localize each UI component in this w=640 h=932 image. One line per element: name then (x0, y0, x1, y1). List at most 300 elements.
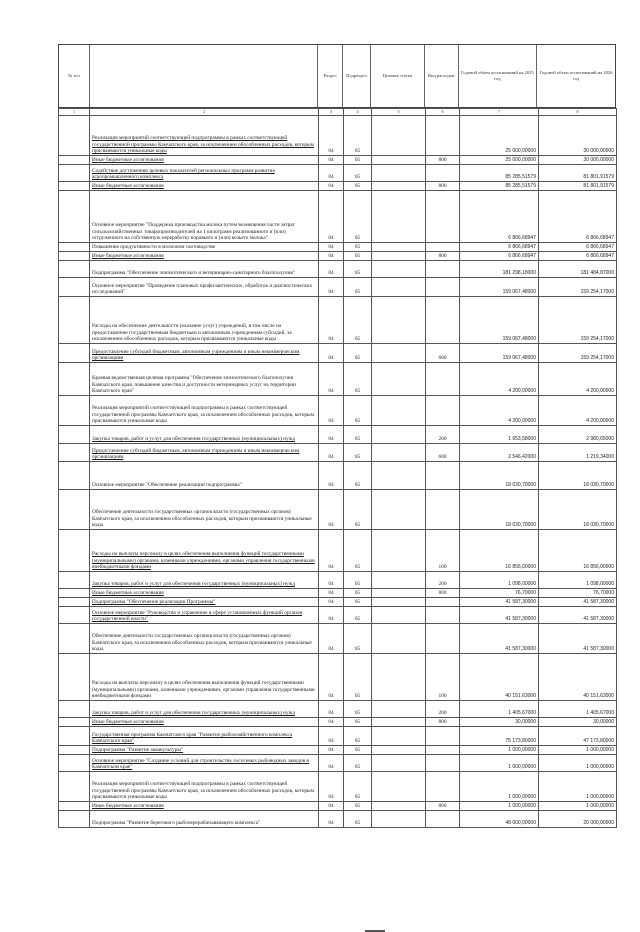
table-row (59, 426, 617, 444)
row-name: Основное мероприятие "Руководство и управление в сфере установленных функций органов государственной власти" (90, 607, 319, 624)
row-number (59, 718, 90, 727)
row-name: Основное мероприятие "Создание условий для строительства лососевых рыбоводных заводов в Камчатском крае" (90, 755, 319, 772)
row-vr: 100 (426, 530, 460, 572)
row-name: Закупка товаров, работ и услуг для обеспечения государственных (муниципальных) нужд (90, 426, 319, 444)
row-csr (372, 344, 426, 363)
header-podrazdel: Подраздел (343, 45, 371, 107)
row-vr (426, 624, 460, 654)
row-number (59, 363, 90, 396)
row-name: Реализация мероприятий соответствующей подпрограммы в рамках соответствующей государственной программы Камчатского края, за исключением обособленных расходов, которым присваиваются уникальные коды (90, 116, 319, 156)
row-name: Обеспечение деятельности государственных органов власти (государственных органов) Камчатского края, за исключением обособленных расходов, которым присваиваются уникальные коды. (90, 624, 319, 654)
column-number: 6 (426, 109, 460, 116)
table-row (59, 718, 617, 727)
row-amount-2025: 85 285,51579 (460, 182, 539, 191)
row-vr: 800 (426, 156, 460, 165)
row-amount-2026: 1 405,67000 (539, 701, 617, 718)
row-amount-2026: 1 219,34000 (539, 444, 617, 462)
row-amount-2026: 159 254,17000 (539, 344, 617, 363)
row-number (59, 243, 90, 252)
row-amount-2026: 4 200,00000 (539, 396, 617, 426)
row-name: Расходы на выплаты персоналу в целях обеспечения выполнения функций государственными (муниципальными) органами, казенными учреждениями, органами управления государственными внебюджетными фондами (90, 654, 319, 701)
row-razdel: 04 (319, 772, 344, 802)
row-podrazdel: 05 (344, 802, 372, 811)
row-podrazdel: 05 (344, 261, 372, 278)
row-csr (372, 426, 426, 444)
row-name: Закупка товаров, работ и услуг для обеспечения государственных (муниципальных) нужд (90, 701, 319, 718)
row-amount-2025: 48 000,00000 (460, 811, 539, 828)
table-row (59, 589, 617, 598)
row-vr: 200 (426, 572, 460, 589)
row-podrazdel: 05 (344, 444, 372, 462)
row-csr (372, 530, 426, 572)
header-razdel: Раздел (318, 45, 343, 107)
row-name: Иные бюджетные ассигнования (90, 252, 319, 261)
row-name: Государственная программа Камчатского края "Развитие рыбохозяйственного комплекса Камчатского края" (90, 727, 319, 746)
table-row (59, 252, 617, 261)
row-razdel: 04 (319, 444, 344, 462)
row-razdel: 04 (319, 572, 344, 589)
row-razdel: 04 (319, 243, 344, 252)
row-amount-2025: 6 866,68947 (460, 252, 539, 261)
row-vr: 800 (426, 589, 460, 598)
row-podrazdel: 05 (344, 462, 372, 490)
row-number (59, 297, 90, 344)
row-number (59, 444, 90, 462)
table-header (58, 44, 616, 108)
row-podrazdel: 05 (344, 363, 372, 396)
row-csr (372, 297, 426, 344)
row-name: Закупка товаров, работ и услуг для обеспечения государственных (муниципальных) нужд (90, 572, 319, 589)
row-podrazdel: 05 (344, 607, 372, 624)
budget-sheet (58, 44, 618, 894)
row-amount-2025: 1 000,00000 (460, 772, 539, 802)
row-number (59, 344, 90, 363)
row-amount-2025: 41 587,30000 (460, 607, 539, 624)
row-name: Содействие достижению целевых показателей региональных программ развития агропромышленного комплекса (90, 165, 319, 182)
row-number (59, 701, 90, 718)
row-amount-2025: 1 000,00000 (460, 746, 539, 755)
row-vr: 100 (426, 654, 460, 701)
row-amount-2025: 40 151,63000 (460, 654, 539, 701)
row-vr (426, 116, 460, 156)
budget-table (58, 108, 617, 828)
table-row (59, 191, 617, 243)
row-podrazdel: 05 (344, 755, 372, 772)
row-podrazdel: 05 (344, 530, 372, 572)
row-amount-2026: 41 587,30000 (539, 598, 617, 607)
row-amount-2026: 81 801,91579 (539, 165, 617, 182)
row-amount-2026: 81 801,91579 (539, 182, 617, 191)
row-amount-2026: 6 866,68947 (539, 191, 617, 243)
row-csr (372, 261, 426, 278)
row-vr: 600 (426, 444, 460, 462)
row-amount-2025: 75 173,80000 (460, 727, 539, 746)
row-razdel: 04 (319, 363, 344, 396)
row-amount-2026: 41 587,30000 (539, 624, 617, 654)
row-razdel: 04 (319, 261, 344, 278)
row-number (59, 116, 90, 156)
row-name: Иные бюджетные ассигнования (90, 589, 319, 598)
row-podrazdel: 05 (344, 182, 372, 191)
row-amount-2026: 1 000,00000 (539, 772, 617, 802)
table-row (59, 278, 617, 297)
table-row (59, 490, 617, 530)
row-razdel: 04 (319, 165, 344, 182)
row-amount-2026: 159 254,17000 (539, 278, 617, 297)
row-razdel: 04 (319, 654, 344, 701)
row-razdel: 04 (319, 182, 344, 191)
row-razdel: 04 (319, 746, 344, 755)
table-row (59, 444, 617, 462)
row-razdel: 04 (319, 191, 344, 243)
row-csr (372, 811, 426, 828)
row-amount-2025: 76,70000 (460, 589, 539, 598)
row-number (59, 490, 90, 530)
row-csr (372, 607, 426, 624)
row-vr (426, 297, 460, 344)
row-name: Иные бюджетные ассигнования (90, 182, 319, 191)
row-csr (372, 772, 426, 802)
row-podrazdel: 05 (344, 654, 372, 701)
row-name: Реализация мероприятий соответствующей подпрограммы в рамках соответствующей государственной программы Камчатского края, за исключением обособленных расходов, которым присваиваются уникальные коды (90, 396, 319, 426)
row-vr (426, 598, 460, 607)
row-name: Иные бюджетные ассигнования (90, 156, 319, 165)
row-razdel: 04 (319, 490, 344, 530)
column-number: 4 (344, 109, 372, 116)
row-amount-2026: 1 000,00000 (539, 802, 617, 811)
row-number (59, 261, 90, 278)
row-razdel: 04 (319, 607, 344, 624)
row-podrazdel: 05 (344, 156, 372, 165)
row-amount-2026: 41 587,30000 (539, 607, 617, 624)
row-podrazdel: 05 (344, 598, 372, 607)
row-number (59, 589, 90, 598)
row-number (59, 746, 90, 755)
row-amount-2025: 4 200,00000 (460, 396, 539, 426)
row-amount-2026: 18 030,70000 (539, 462, 617, 490)
table-row (59, 297, 617, 344)
row-vr (426, 462, 460, 490)
table-row (59, 344, 617, 363)
table-row (59, 727, 617, 746)
row-razdel: 04 (319, 297, 344, 344)
row-podrazdel: 05 (344, 718, 372, 727)
row-vr (426, 278, 460, 297)
row-csr (372, 572, 426, 589)
row-podrazdel: 05 (344, 252, 372, 261)
row-vr (426, 746, 460, 755)
row-podrazdel: 05 (344, 772, 372, 802)
row-vr (426, 165, 460, 182)
row-number (59, 624, 90, 654)
header-vr: Вид расходов (425, 45, 459, 107)
row-podrazdel: 05 (344, 396, 372, 426)
row-podrazdel: 05 (344, 297, 372, 344)
row-razdel: 04 (319, 589, 344, 598)
row-name: Основное мероприятие "Обеспечение реализации подпрограммы" (90, 462, 319, 490)
row-name: Основное мероприятие "Проведение плановых профилактических, обработок и диагностических исследований" (90, 278, 319, 297)
row-number (59, 811, 90, 828)
row-number (59, 607, 90, 624)
row-amount-2026: 40 151,63000 (539, 654, 617, 701)
row-vr (426, 396, 460, 426)
table-row (59, 598, 617, 607)
row-csr (372, 363, 426, 396)
row-number (59, 802, 90, 811)
row-csr (372, 191, 426, 243)
row-podrazdel: 05 (344, 811, 372, 828)
row-name: Подпрограмма "Развитие берегового рыбоперерабатывающего комплекса" (90, 811, 319, 828)
row-razdel: 04 (319, 802, 344, 811)
row-razdel: 04 (319, 530, 344, 572)
row-amount-2025: 4 200,00000 (460, 363, 539, 396)
table-row (59, 182, 617, 191)
row-csr (372, 624, 426, 654)
row-number (59, 182, 90, 191)
row-razdel: 04 (319, 727, 344, 746)
row-amount-2025: 159 067,48000 (460, 344, 539, 363)
row-razdel: 04 (319, 156, 344, 165)
row-podrazdel: 05 (344, 746, 372, 755)
row-amount-2026: 30 000,00000 (539, 116, 617, 156)
row-name: Предоставление субсидий бюджетным, автономным учреждениям и иным некоммерческим организациям (90, 444, 319, 462)
row-number (59, 654, 90, 701)
row-csr (372, 396, 426, 426)
row-razdel: 04 (319, 701, 344, 718)
row-vr: 200 (426, 426, 460, 444)
row-vr (426, 261, 460, 278)
table-row (59, 572, 617, 589)
row-amount-2025: 1 000,00000 (460, 802, 539, 811)
header-no: № п/п (59, 45, 90, 107)
row-vr: 800 (426, 182, 460, 191)
table-row (59, 607, 617, 624)
row-amount-2025: 41 587,30000 (460, 598, 539, 607)
row-razdel: 04 (319, 116, 344, 156)
row-csr (372, 755, 426, 772)
row-vr (426, 607, 460, 624)
header-y2025: Годовой объем ассигнований на 2025 год (459, 45, 538, 107)
table-row (59, 701, 617, 718)
row-vr (426, 243, 460, 252)
row-name: Реализация мероприятий соответствующей подпрограммы в рамках соответствующей государственной программы Камчатского края, за исключением обособленных расходов, которым присваиваются уникальные коды (90, 772, 319, 802)
row-name: Расходы на обеспечение деятельности (оказание услуг) учреждений, в том числе на предоставление государственным бюджетным и автономным учреждениям субсидий, за исключением обособленных расходов, которым присваиваются уникальные коды (90, 297, 319, 344)
column-number: 3 (319, 109, 344, 116)
row-number (59, 252, 90, 261)
row-csr (372, 727, 426, 746)
row-amount-2025: 6 866,68947 (460, 243, 539, 252)
row-csr (372, 462, 426, 490)
table-row (59, 811, 617, 828)
table-row (59, 772, 617, 802)
row-amount-2025: 159 067,48000 (460, 278, 539, 297)
row-amount-2025: 181 298,18000 (460, 261, 539, 278)
table-row (59, 802, 617, 811)
row-number (59, 165, 90, 182)
row-csr (372, 589, 426, 598)
row-razdel: 04 (319, 598, 344, 607)
row-amount-2026: 181 484,87000 (539, 261, 617, 278)
row-razdel: 04 (319, 624, 344, 654)
table-row (59, 530, 617, 572)
row-razdel: 04 (319, 426, 344, 444)
row-name: Повышение продуктивности в молочном скотоводстве (90, 243, 319, 252)
column-number: 7 (460, 109, 539, 116)
row-csr (372, 598, 426, 607)
row-razdel: 04 (319, 252, 344, 261)
row-amount-2026: 76,70000 (539, 589, 617, 598)
row-amount-2025: 159 067,48000 (460, 297, 539, 344)
row-amount-2026: 18 030,70000 (539, 490, 617, 530)
row-amount-2025: 18 030,70000 (460, 490, 539, 530)
row-vr: 800 (426, 252, 460, 261)
row-amount-2025: 1 098,00000 (460, 572, 539, 589)
row-csr (372, 746, 426, 755)
row-podrazdel: 05 (344, 191, 372, 243)
row-name: Основное мероприятие "Поддержка производства молока путем возмещения части затрат сельскохозяйственных товаропроизводителей на 1 килограмм реализованного и (или) отгруженного на собственную переработку коровьего и (или) козьего молока" (90, 191, 319, 243)
header-name (90, 45, 318, 107)
row-number (59, 462, 90, 490)
row-csr (372, 490, 426, 530)
row-number (59, 426, 90, 444)
header-csr: Целевая статья (371, 45, 425, 107)
column-number: 8 (539, 109, 617, 116)
row-razdel: 04 (319, 278, 344, 297)
row-razdel: 04 (319, 462, 344, 490)
row-number (59, 530, 90, 572)
row-csr (372, 156, 426, 165)
row-number (59, 156, 90, 165)
row-podrazdel: 05 (344, 165, 372, 182)
row-podrazdel: 05 (344, 727, 372, 746)
row-razdel: 04 (319, 718, 344, 727)
table-row (59, 363, 617, 396)
row-amount-2025: 25 000,00000 (460, 116, 539, 156)
row-vr (426, 755, 460, 772)
table-row (59, 261, 617, 278)
row-amount-2025: 41 587,30000 (460, 624, 539, 654)
row-name: Предоставление субсидий бюджетным, автономным учреждениям и иным некоммерческим организациям (90, 344, 319, 363)
table-row (59, 165, 617, 182)
row-name: Краевая ведомственная целевая программа "Обеспечение эпизоотического благополучия Камчатского края, повышение качества и доступности ветеринарных услуг на территории Камчатского края" (90, 363, 319, 396)
table-row (59, 755, 617, 772)
row-razdel: 04 (319, 344, 344, 363)
row-podrazdel: 05 (344, 701, 372, 718)
table-row (59, 396, 617, 426)
table-row (59, 746, 617, 755)
row-amount-2026: 30 000,00000 (539, 156, 617, 165)
row-vr (426, 490, 460, 530)
row-number (59, 598, 90, 607)
row-name: Подпрограмма "Развитие аквакультуры" (90, 746, 319, 755)
row-amount-2026: 6 866,68947 (539, 252, 617, 261)
row-amount-2026: 16 856,00000 (539, 530, 617, 572)
row-name: Расходы на выплаты персоналу в целях обеспечения выполнения функций государственными (муниципальными) органами, казенными учреждениями, органами управления государственными внебюджетными фондами (90, 530, 319, 572)
row-razdel: 04 (319, 811, 344, 828)
row-amount-2025: 2 546,42000 (460, 444, 539, 462)
row-podrazdel: 05 (344, 589, 372, 598)
row-vr (426, 772, 460, 802)
row-amount-2025: 16 856,00000 (460, 530, 539, 572)
row-vr (426, 363, 460, 396)
row-number (59, 727, 90, 746)
row-number (59, 396, 90, 426)
row-number (59, 191, 90, 243)
row-number (59, 572, 90, 589)
row-vr: 600 (426, 344, 460, 363)
row-number (59, 755, 90, 772)
table-row (59, 156, 617, 165)
row-amount-2026: 30,00000 (539, 718, 617, 727)
row-csr (372, 165, 426, 182)
row-amount-2026: 20 000,00000 (539, 811, 617, 828)
row-csr (372, 252, 426, 261)
row-csr (372, 278, 426, 297)
row-podrazdel: 05 (344, 243, 372, 252)
column-number: 1 (59, 109, 90, 116)
row-name: Обеспечение деятельности государственных органов власти (государственных органов) Камчатского края, за исключением обособленных расходов, которым присваиваются уникальные коды (90, 490, 319, 530)
row-amount-2026: 47 173,80000 (539, 727, 617, 746)
row-podrazdel: 05 (344, 490, 372, 530)
row-csr (372, 116, 426, 156)
header-y2026: Годовой объем ассигнований на 2026 год (539, 70, 613, 81)
row-csr (372, 701, 426, 718)
row-vr: 800 (426, 718, 460, 727)
row-podrazdel: 05 (344, 278, 372, 297)
column-numbers-row (59, 109, 617, 116)
column-number: 5 (372, 109, 426, 116)
row-amount-2026: 6 866,68947 (539, 243, 617, 252)
row-amount-2025: 25 000,00000 (460, 156, 539, 165)
row-amount-2025: 85 285,51579 (460, 165, 539, 182)
table-body (59, 109, 617, 828)
row-razdel: 04 (319, 396, 344, 426)
row-razdel: 04 (319, 755, 344, 772)
row-csr (372, 654, 426, 701)
row-amount-2025: 1 000,00000 (460, 755, 539, 772)
row-number (59, 278, 90, 297)
row-csr (372, 182, 426, 191)
row-podrazdel: 05 (344, 572, 372, 589)
row-podrazdel: 05 (344, 116, 372, 156)
row-name: Подпрограмма "Обеспечение реализации Программы" (90, 598, 319, 607)
row-vr (426, 727, 460, 746)
table-row (59, 243, 617, 252)
row-name: Иные бюджетные ассигнования (90, 718, 319, 727)
row-vr: 800 (426, 802, 460, 811)
row-csr (372, 802, 426, 811)
row-csr (372, 243, 426, 252)
row-csr (372, 444, 426, 462)
row-podrazdel: 05 (344, 426, 372, 444)
row-amount-2026: 4 200,00000 (539, 363, 617, 396)
row-amount-2025: 18 030,70000 (460, 462, 539, 490)
table-row (59, 116, 617, 156)
column-number: 2 (90, 109, 319, 116)
row-amount-2026: 2 980,65000 (539, 426, 617, 444)
table-row (59, 462, 617, 490)
row-amount-2025: 1 653,58000 (460, 426, 539, 444)
row-csr (372, 718, 426, 727)
table-row (59, 654, 617, 701)
row-vr: 200 (426, 701, 460, 718)
table-row (59, 624, 617, 654)
row-number (59, 772, 90, 802)
row-podrazdel: 05 (344, 344, 372, 363)
row-amount-2025: 30,00000 (460, 718, 539, 727)
row-name: Подпрограмма "Обеспечение эпизоотического и ветеринарно-санитарного благополучия" (90, 261, 319, 278)
row-amount-2025: 6 866,68947 (460, 191, 539, 243)
